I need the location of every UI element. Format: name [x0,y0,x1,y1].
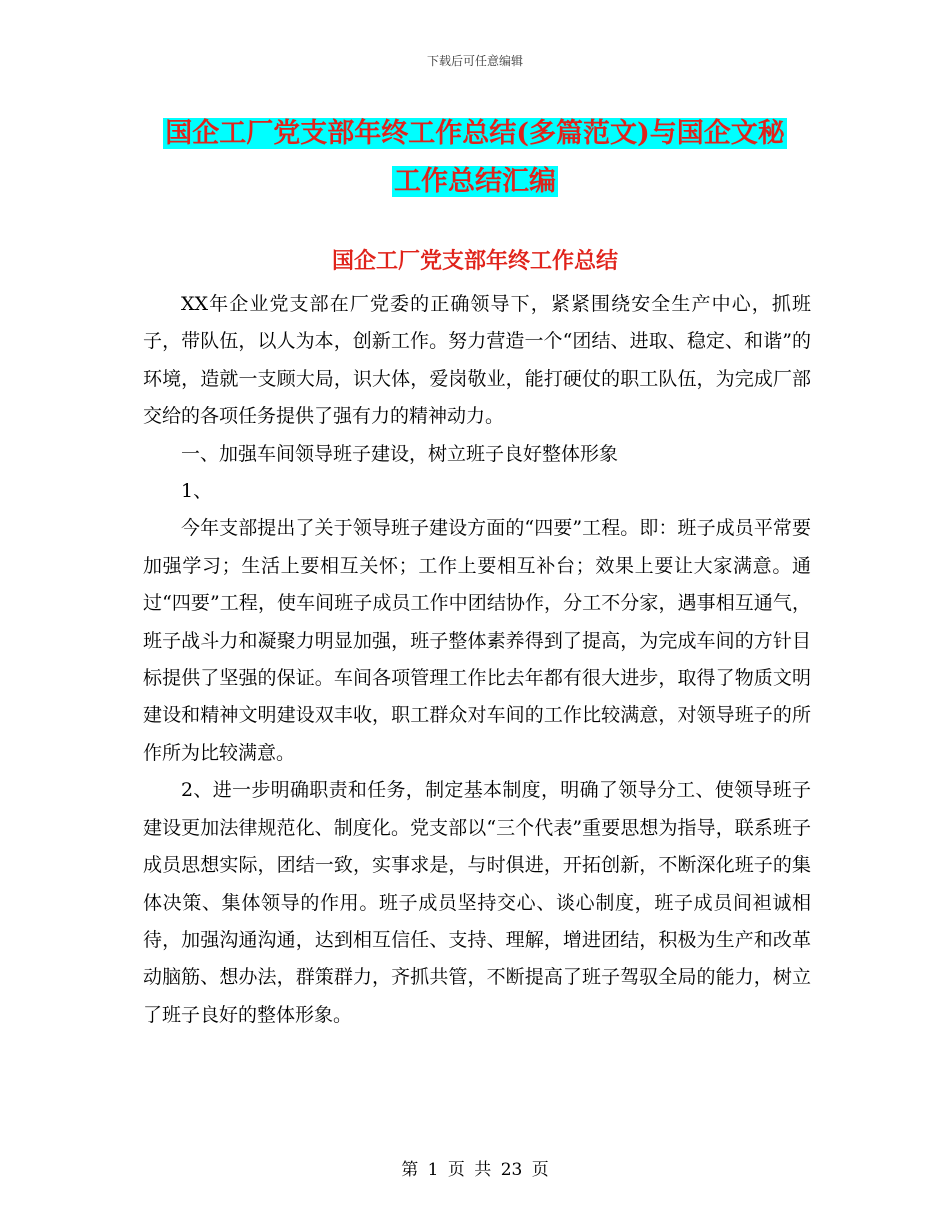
page-footer: 第 1 页 共 23 页 [401,1160,549,1180]
section-title: 国企工厂党支部年终工作总结 [331,248,618,274]
paragraph-item-1-label: 1、 [181,480,213,503]
document-title-line-1: 国企工厂党支部年终工作总结(多篇范文)与国企文秘 [165,118,785,149]
document-title [0,110,950,206]
paragraph-item-1: 今年支部提出了关于领导班子建设方面的“四要”工程。即：班子成员平常要加强学习；生活上要相互关怀；工作上要相互补台；效果上要让大家满意。通过“四要”工程，使车间班子成员工作中团结协作，分工不分家，遇事相互通气，班子战斗力和凝聚力明显加强，班子整体素养得到了提高，为完成车间的方针目标提供了坚强的保证。车间各项管理工作比去年都有很大进步，取得了物质文明建设和精神文明建设双丰收，职工群众对车间的工作比较满意，对领导班子的所作所为比较满意。 [143,517,811,764]
document-title-line-2: 工作总结汇编 [394,166,556,197]
document-body [143,286,811,1034]
paragraph-heading-1: 一、加强车间领导班子建设，树立班子良好整体形象 [181,442,619,465]
paragraph-item-2: 2、进一步明确职责和任务，制定基本制度，明确了领导分工、使领导班子建设更加法律规范化、制度化。党支部以“三个代表”重要思想为指导，联系班子成员思想实际，团结一致，实事求是，与时俱进，开拓创新，不断深化班子的集体决策、集体领导的作用。班子成员坚持交心、谈心制度，班子成员间袒诚相待，加强沟通沟通，达到相互信任、支持、理解，增进团结，积极为生产和改革动脑筋、想办法，群策群力，齐抓共管，不断提高了班子驾驭全局的能力，树立了班子良好的整体形象。 [143,779,811,1026]
header-note: 下载后可任意编辑 [426,54,523,68]
paragraph-intro: XX年企业党支部在厂党委的正确领导下，紧紧围绕安全生产中心，抓班子，带队伍，以人为本，创新工作。努力营造一个“团结、进取、稳定、和谐”的环境，造就一支顾大局，识大体，爱岗敬业，能打硬仗的职工队伍，为完成厂部交给的各项任务提供了强有力的精神动力。 [143,293,811,428]
